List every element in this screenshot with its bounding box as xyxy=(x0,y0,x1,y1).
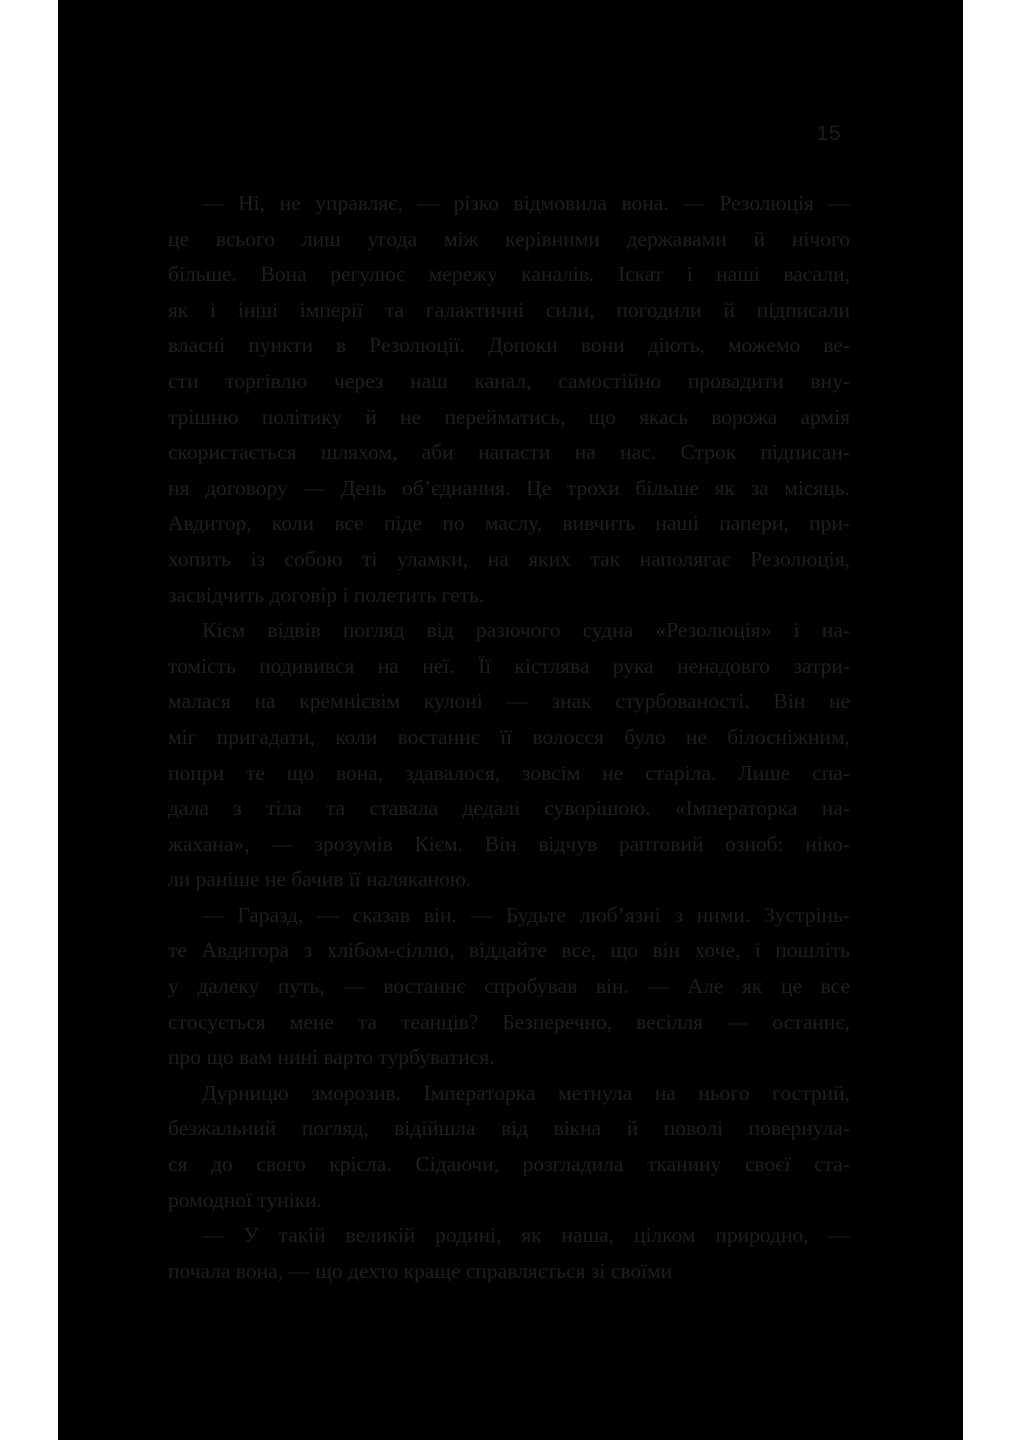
text-line: жахана», — зрозумів Кієм. Він відчув раптовий озноб: ніко- xyxy=(168,831,850,856)
book-page xyxy=(58,0,963,1440)
page-text-block xyxy=(168,186,850,1289)
text-line: скористається шляхом, аби напасти на нас. Строк підписан- xyxy=(168,440,850,465)
text-line: це всього лиш угода між керівними державами й нічого xyxy=(168,226,850,251)
paragraph xyxy=(168,613,850,898)
paragraph xyxy=(168,186,850,613)
text-line: засвідчить договір і полетить геть. xyxy=(168,582,485,607)
paragraph xyxy=(168,1076,850,1218)
text-line: більше. Вона регулює мережу каналів. Іскат і наші васали, xyxy=(168,262,850,287)
text-line: томість подивився на неї. Її кістлява рука ненадовго затри- xyxy=(168,653,850,678)
text-line: ся до свого крісла. Сідаючи, розгладила тканину своєї ста- xyxy=(168,1152,850,1177)
paragraph xyxy=(168,1218,850,1289)
text-line: ромодної туніки. xyxy=(168,1187,323,1212)
text-line: — Гаразд, — сказав він. — Будьте люб’язні з ними. Зустрінь- xyxy=(202,902,850,927)
text-line: безжальний погляд, відійшла від вікна й поволі повернула- xyxy=(168,1116,850,1141)
text-line: власні пункти в Резолюції. Допоки вони діють, можемо ве- xyxy=(168,333,850,358)
text-line: дала з тіла та ставала дедалі суворішою. «Імператорка на- xyxy=(168,796,850,821)
text-line: Авдитор, коли все піде по маслу, вивчить наші папери, при- xyxy=(168,511,850,536)
text-line: ня договору — День об’єднання. Це трохи більше як за місяць. xyxy=(168,475,850,500)
text-line: стосується мене та теанців? Безперечно, весілля — останнє, xyxy=(168,1009,850,1034)
text-line: хопить із собою ті уламки, на яких так наполягає Резолюція, xyxy=(168,546,850,571)
text-line: — Ні, не управляє, — різко відмовила вона. — Резолюція — xyxy=(202,191,850,215)
text-line: міг пригадати, коли востаннє її волосся було не білосніжним, xyxy=(168,724,850,749)
text-line: почала вона, — що дехто краще справляється зі своїми xyxy=(168,1258,673,1283)
text-line: сти торгівлю через наш канал, самостійно провадити вну- xyxy=(168,368,850,393)
text-line: у далеку путь, — востаннє спробував він. — Але як це все xyxy=(168,974,850,999)
text-line: про що вам нині варто турбуватися. xyxy=(168,1045,495,1070)
text-line: як і інші імперії та галактичні сили, погодили й підписали xyxy=(168,297,850,322)
text-line: Дурницю зморозив. Імператорка метнула на нього гострий, xyxy=(202,1080,850,1105)
paragraph xyxy=(168,898,850,1076)
text-line: — У такій великій родині, як наша, цілком природно, — xyxy=(202,1223,850,1248)
text-line: трішню політику й не перейматись, що якась ворожа армія xyxy=(168,404,850,429)
text-line: ли раніше не бачив її наляканою. xyxy=(168,867,472,892)
text-line: Кієм відвів погляд від разючого судна «Резолюція» і на- xyxy=(202,618,850,643)
text-line: те Авдитора з хлібом-сіллю, віддайте все, що він хоче, і пошліть xyxy=(168,938,850,963)
page-number: 15 xyxy=(816,122,841,145)
text-line: попри те що вона, здавалося, зовсім не старіла. Лише спа- xyxy=(168,760,850,785)
text-line: малася на кремнієвім кулоні — знак стурбованості. Він не xyxy=(168,689,850,714)
